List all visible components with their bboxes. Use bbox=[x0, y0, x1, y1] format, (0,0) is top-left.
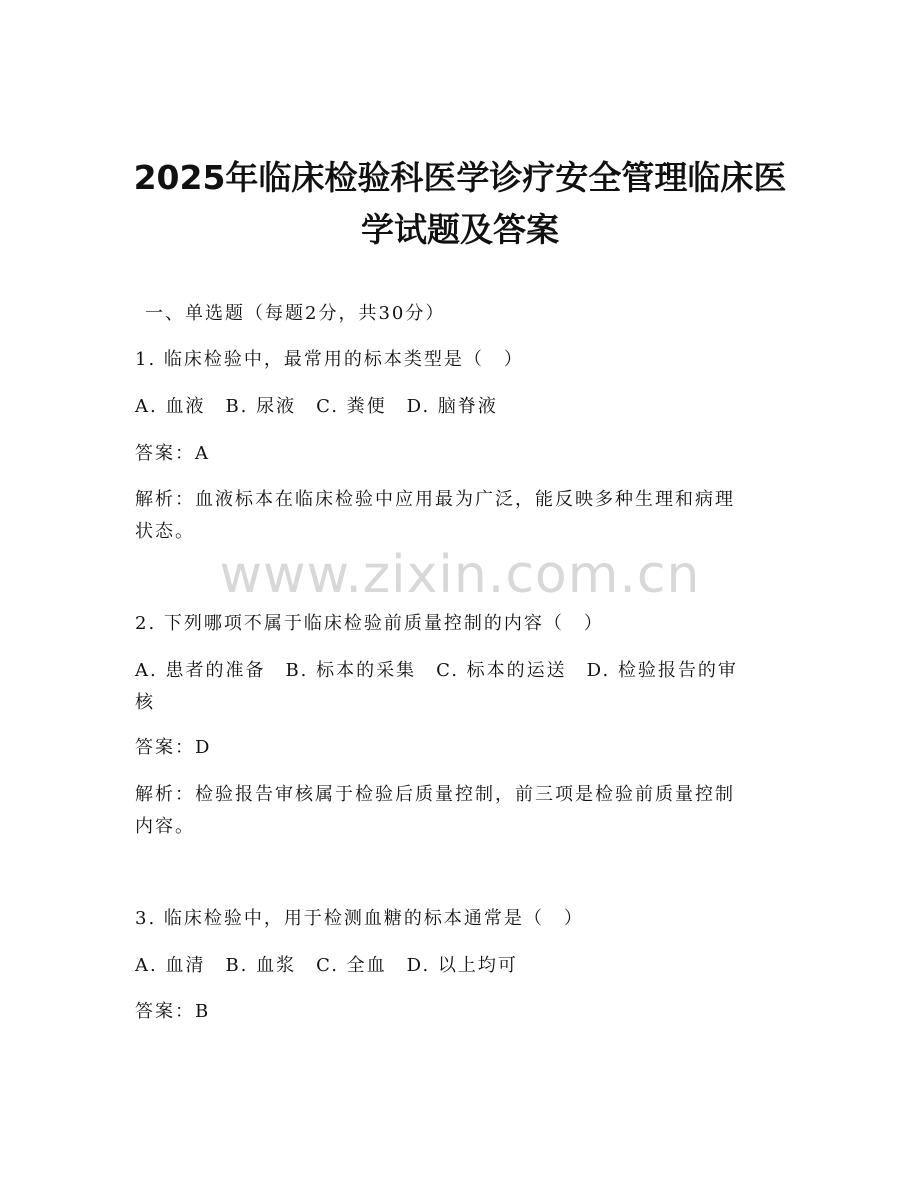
title-line-1: 2025年临床检验科医学诊疗安全管理临床医 bbox=[133, 158, 787, 197]
question-2-options-line-1: A. 患者的准备 B. 标本的采集 C. 标本的运送 D. 检验报告的审 bbox=[135, 660, 738, 681]
question-1-answer: 答案：A bbox=[135, 443, 210, 464]
question-2-options-line-2: 核 bbox=[135, 692, 155, 713]
question-2-analysis-line-2: 内容。 bbox=[135, 816, 195, 837]
question-1-options: A. 血液 B. 尿液 C. 粪便 D. 脑脊液 bbox=[135, 396, 498, 417]
question-3-options: A. 血清 B. 血浆 C. 全血 D. 以上均可 bbox=[135, 955, 518, 976]
question-2-text: 2. 下列哪项不属于临床检验前质量控制的内容（ ） bbox=[135, 613, 604, 634]
document-title bbox=[60, 152, 860, 256]
question-1-analysis-line-2: 状态。 bbox=[135, 521, 195, 542]
question-2-answer: 答案：D bbox=[135, 737, 212, 758]
question-1-analysis-line-1: 解析：血液标本在临床检验中应用最为广泛，能反映多种生理和病理 bbox=[135, 489, 735, 510]
question-1-text: 1. 临床检验中，最常用的标本类型是（ ） bbox=[135, 349, 524, 370]
section-heading: 一、单选题（每题2分，共30分） bbox=[145, 303, 446, 324]
title-line-2: 学试题及答案 bbox=[361, 210, 559, 249]
question-3-text: 3. 临床检验中，用于检测血糖的标本通常是（ ） bbox=[135, 908, 584, 929]
watermark: www.zixin.com.cn bbox=[219, 545, 701, 605]
question-3-answer: 答案：B bbox=[135, 1001, 211, 1022]
question-2-analysis-line-1: 解析：检验报告审核属于检验后质量控制，前三项是检验前质量控制 bbox=[135, 784, 735, 805]
